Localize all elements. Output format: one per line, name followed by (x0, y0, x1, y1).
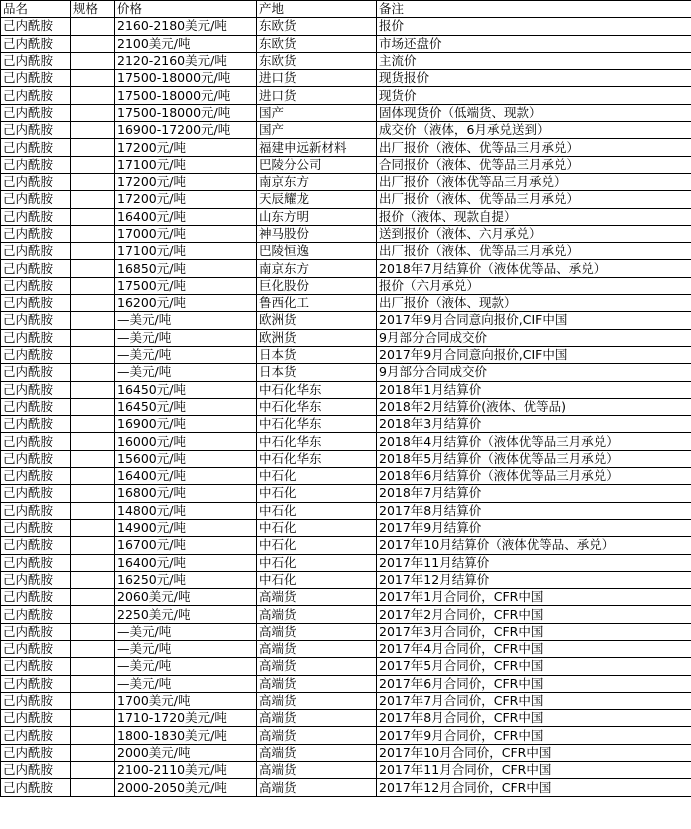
spec-cell (71, 260, 115, 277)
table-row (1, 762, 691, 779)
remarks-cell: 出厂报价（液体、优等品三月承兑） (377, 243, 691, 260)
spec-cell (71, 675, 115, 692)
remarks-cell: 现货价 (377, 87, 691, 104)
origin-cell: 中石化华东 (257, 433, 377, 450)
table-body (1, 18, 691, 796)
table-row (1, 485, 691, 502)
price-cell: 16900-17200元/吨 (115, 122, 257, 139)
product-name-cell: 己内酰胺 (1, 433, 71, 450)
product-name-cell: 己内酰胺 (1, 35, 71, 52)
price-cell: —美元/吨 (115, 623, 257, 640)
remarks-cell: 出厂报价（液体、优等品三月承兑） (377, 191, 691, 208)
product-name-cell: 己内酰胺 (1, 329, 71, 346)
origin-cell: 东欧货 (257, 18, 377, 35)
remarks-cell: 2018年5月结算价（液体优等品三月承兑） (377, 450, 691, 467)
product-name-cell: 己内酰胺 (1, 571, 71, 588)
price-cell: —美元/吨 (115, 329, 257, 346)
spec-cell (71, 554, 115, 571)
spec-cell (71, 433, 115, 450)
price-cell: 17200元/吨 (115, 139, 257, 156)
price-cell: 1710-1720美元/吨 (115, 710, 257, 727)
origin-cell: 巨化股份 (257, 277, 377, 294)
price-cell: 2060美元/吨 (115, 589, 257, 606)
spec-cell (71, 381, 115, 398)
origin-cell: 巴陵分公司 (257, 156, 377, 173)
spec-cell (71, 87, 115, 104)
price-cell: 2100美元/吨 (115, 35, 257, 52)
table-row (1, 18, 691, 35)
price-cell: 17500-18000元/吨 (115, 104, 257, 121)
table-row (1, 329, 691, 346)
price-cell: —美元/吨 (115, 640, 257, 657)
table-row (1, 710, 691, 727)
origin-cell: 高端货 (257, 710, 377, 727)
table-row (1, 35, 691, 52)
origin-cell: 高端货 (257, 623, 377, 640)
price-cell: 16250元/吨 (115, 571, 257, 588)
remarks-cell: 2017年2月合同价，CFR中国 (377, 606, 691, 623)
product-name-cell: 己内酰胺 (1, 156, 71, 173)
spec-cell (71, 398, 115, 415)
remarks-cell: 合同报价（液体、优等品三月承兑） (377, 156, 691, 173)
product-name-cell: 己内酰胺 (1, 450, 71, 467)
remarks-cell: 现货报价 (377, 70, 691, 87)
product-name-cell: 己内酰胺 (1, 381, 71, 398)
price-cell: 16200元/吨 (115, 295, 257, 312)
price-cell: 17100元/吨 (115, 243, 257, 260)
price-cell: —美元/吨 (115, 346, 257, 363)
spec-cell (71, 225, 115, 242)
spec-cell (71, 450, 115, 467)
table-row (1, 744, 691, 761)
remarks-cell: 2018年6月结算价（液体优等品三月承兑） (377, 468, 691, 485)
price-cell: 15600元/吨 (115, 450, 257, 467)
spec-cell (71, 312, 115, 329)
price-cell: 16900元/吨 (115, 416, 257, 433)
price-cell: 2000-2050美元/吨 (115, 779, 257, 796)
spec-cell (71, 416, 115, 433)
header-spec: 规格 (71, 1, 115, 18)
spec-cell (71, 346, 115, 363)
price-cell: 17200元/吨 (115, 191, 257, 208)
spec-cell (71, 70, 115, 87)
table-row (1, 502, 691, 519)
product-name-cell: 己内酰胺 (1, 623, 71, 640)
product-name-cell: 己内酰胺 (1, 295, 71, 312)
remarks-cell: 2017年6月合同价，CFR中国 (377, 675, 691, 692)
remarks-cell: 2017年12月合同价，CFR中国 (377, 779, 691, 796)
table-row (1, 675, 691, 692)
remarks-cell: 送到报价（液体、六月承兑） (377, 225, 691, 242)
product-name-cell: 己内酰胺 (1, 18, 71, 35)
spec-cell (71, 295, 115, 312)
product-name-cell: 己内酰胺 (1, 191, 71, 208)
remarks-cell: 2018年1月结算价 (377, 381, 691, 398)
origin-cell: 中石化 (257, 519, 377, 536)
remarks-cell: 2017年9月合同意向报价,CIF中国 (377, 312, 691, 329)
remarks-cell: 成交价（液体，6月承兑送到） (377, 122, 691, 139)
origin-cell: 中石化 (257, 468, 377, 485)
table-row (1, 537, 691, 554)
spec-cell (71, 18, 115, 35)
product-name-cell: 己内酰胺 (1, 416, 71, 433)
table-row (1, 104, 691, 121)
product-name-cell: 己内酰胺 (1, 502, 71, 519)
origin-cell: 日本货 (257, 346, 377, 363)
table-row (1, 277, 691, 294)
price-cell: 2160-2180美元/吨 (115, 18, 257, 35)
table-row (1, 381, 691, 398)
product-name-cell: 己内酰胺 (1, 658, 71, 675)
origin-cell: 高端货 (257, 727, 377, 744)
origin-cell: 国产 (257, 122, 377, 139)
price-cell: 17500-18000元/吨 (115, 70, 257, 87)
spec-cell (71, 104, 115, 121)
remarks-cell: 2017年10月结算价（液体优等品、承兑） (377, 537, 691, 554)
table-row (1, 243, 691, 260)
remarks-cell: 2018年4月结算价（液体优等品三月承兑） (377, 433, 691, 450)
spec-cell (71, 208, 115, 225)
origin-cell: 南京东方 (257, 173, 377, 190)
product-name-cell: 己内酰胺 (1, 485, 71, 502)
price-cell: —美元/吨 (115, 675, 257, 692)
product-name-cell: 己内酰胺 (1, 364, 71, 381)
table-row (1, 364, 691, 381)
spec-cell (71, 122, 115, 139)
spec-cell (71, 519, 115, 536)
spec-cell (71, 710, 115, 727)
origin-cell: 山东方明 (257, 208, 377, 225)
product-name-cell: 己内酰胺 (1, 260, 71, 277)
remarks-cell: 报价 (377, 18, 691, 35)
remarks-cell: 9月部分合同成交价 (377, 364, 691, 381)
price-cell: 14900元/吨 (115, 519, 257, 536)
spec-cell (71, 191, 115, 208)
spec-cell (71, 502, 115, 519)
origin-cell: 中石化 (257, 571, 377, 588)
price-cell: 17500元/吨 (115, 277, 257, 294)
table-row (1, 156, 691, 173)
table-row (1, 52, 691, 69)
origin-cell: 中石化 (257, 537, 377, 554)
spec-cell (71, 329, 115, 346)
spec-cell (71, 156, 115, 173)
remarks-cell: 2017年11月结算价 (377, 554, 691, 571)
remarks-cell: 2017年7月合同价，CFR中国 (377, 692, 691, 709)
product-name-cell: 己内酰胺 (1, 70, 71, 87)
remarks-cell: 2017年1月合同价，CFR中国 (377, 589, 691, 606)
table-row (1, 589, 691, 606)
price-cell: 17200元/吨 (115, 173, 257, 190)
header-row (1, 1, 691, 18)
spec-cell (71, 364, 115, 381)
spec-cell (71, 571, 115, 588)
table-row (1, 519, 691, 536)
product-name-cell: 己内酰胺 (1, 243, 71, 260)
remarks-cell: 固体现货价（低端货、现款） (377, 104, 691, 121)
spec-cell (71, 468, 115, 485)
price-cell: 16700元/吨 (115, 537, 257, 554)
table-row (1, 139, 691, 156)
origin-cell: 高端货 (257, 658, 377, 675)
price-cell: —美元/吨 (115, 364, 257, 381)
table-row (1, 70, 691, 87)
origin-cell: 天辰耀龙 (257, 191, 377, 208)
price-cell: 16450元/吨 (115, 381, 257, 398)
origin-cell: 高端货 (257, 762, 377, 779)
origin-cell: 欧洲货 (257, 312, 377, 329)
spec-cell (71, 762, 115, 779)
origin-cell: 神马股份 (257, 225, 377, 242)
spec-cell (71, 243, 115, 260)
product-name-cell: 己内酰胺 (1, 398, 71, 415)
remarks-cell: 报价（液体、现款自提） (377, 208, 691, 225)
spec-cell (71, 779, 115, 796)
product-name-cell: 己内酰胺 (1, 208, 71, 225)
remarks-cell: 2017年8月结算价 (377, 502, 691, 519)
table-row (1, 87, 691, 104)
origin-cell: 进口货 (257, 87, 377, 104)
origin-cell: 福建申远新材料 (257, 139, 377, 156)
table-row (1, 692, 691, 709)
price-cell: 16450元/吨 (115, 398, 257, 415)
remarks-cell: 2017年9月结算价 (377, 519, 691, 536)
origin-cell: 中石化 (257, 502, 377, 519)
origin-cell: 巴陵恒逸 (257, 243, 377, 260)
table-row (1, 122, 691, 139)
price-cell: 2000美元/吨 (115, 744, 257, 761)
product-name-cell: 己内酰胺 (1, 104, 71, 121)
product-name-cell: 己内酰胺 (1, 87, 71, 104)
origin-cell: 欧洲货 (257, 329, 377, 346)
table-row (1, 606, 691, 623)
origin-cell: 国产 (257, 104, 377, 121)
spec-cell (71, 589, 115, 606)
product-name-cell: 己内酰胺 (1, 606, 71, 623)
product-name-cell: 己内酰胺 (1, 346, 71, 363)
remarks-cell: 2017年8月合同价，CFR中国 (377, 710, 691, 727)
remarks-cell: 2017年9月合同意向报价,CIF中国 (377, 346, 691, 363)
remarks-cell: 2018年7月结算价（液体优等品、承兑） (377, 260, 691, 277)
price-cell: 17500-18000元/吨 (115, 87, 257, 104)
spec-cell (71, 537, 115, 554)
origin-cell: 东欧货 (257, 35, 377, 52)
remarks-cell: 2017年5月合同价，CFR中国 (377, 658, 691, 675)
product-name-cell: 己内酰胺 (1, 519, 71, 536)
spec-cell (71, 727, 115, 744)
origin-cell: 高端货 (257, 640, 377, 657)
price-cell: 16400元/吨 (115, 554, 257, 571)
price-cell: 17100元/吨 (115, 156, 257, 173)
product-name-cell: 己内酰胺 (1, 779, 71, 796)
origin-cell: 中石化 (257, 554, 377, 571)
product-name-cell: 己内酰胺 (1, 468, 71, 485)
price-cell: 2120-2160美元/吨 (115, 52, 257, 69)
origin-cell: 中石化 (257, 485, 377, 502)
spec-cell (71, 606, 115, 623)
spec-cell (71, 692, 115, 709)
price-cell: —美元/吨 (115, 312, 257, 329)
origin-cell: 高端货 (257, 675, 377, 692)
product-name-cell: 己内酰胺 (1, 537, 71, 554)
header-price: 价格 (115, 1, 257, 18)
remarks-cell: 出厂报价（液体、现款） (377, 295, 691, 312)
remarks-cell: 出厂报价（液体、优等品三月承兑） (377, 139, 691, 156)
table-row (1, 433, 691, 450)
remarks-cell: 市场还盘价 (377, 35, 691, 52)
product-name-cell: 己内酰胺 (1, 675, 71, 692)
product-name-cell: 己内酰胺 (1, 554, 71, 571)
product-name-cell: 己内酰胺 (1, 52, 71, 69)
origin-cell: 鲁西化工 (257, 295, 377, 312)
spec-cell (71, 485, 115, 502)
header-origin: 产地 (257, 1, 377, 18)
header-product-name: 品名 (1, 1, 71, 18)
spec-cell (71, 139, 115, 156)
origin-cell: 南京东方 (257, 260, 377, 277)
remarks-cell: 2017年3月合同价，CFR中国 (377, 623, 691, 640)
origin-cell: 中石化华东 (257, 450, 377, 467)
price-cell: 16400元/吨 (115, 208, 257, 225)
product-name-cell: 己内酰胺 (1, 277, 71, 294)
product-name-cell: 己内酰胺 (1, 173, 71, 190)
table-row (1, 554, 691, 571)
price-cell: 14800元/吨 (115, 502, 257, 519)
table-row (1, 450, 691, 467)
product-name-cell: 己内酰胺 (1, 640, 71, 657)
table-row (1, 623, 691, 640)
price-cell: 2100-2110美元/吨 (115, 762, 257, 779)
spec-cell (71, 623, 115, 640)
table-row (1, 191, 691, 208)
table-row (1, 346, 691, 363)
origin-cell: 东欧货 (257, 52, 377, 69)
product-name-cell: 己内酰胺 (1, 122, 71, 139)
table-row (1, 640, 691, 657)
table-row (1, 416, 691, 433)
product-name-cell: 己内酰胺 (1, 312, 71, 329)
remarks-cell: 2017年10月合同价，CFR中国 (377, 744, 691, 761)
origin-cell: 日本货 (257, 364, 377, 381)
origin-cell: 进口货 (257, 70, 377, 87)
remarks-cell: 报价（六月承兑） (377, 277, 691, 294)
spec-cell (71, 173, 115, 190)
spec-cell (71, 35, 115, 52)
remarks-cell: 2017年12月结算价 (377, 571, 691, 588)
remarks-cell: 2018年3月结算价 (377, 416, 691, 433)
product-name-cell: 己内酰胺 (1, 692, 71, 709)
header-remarks: 备注 (377, 1, 691, 18)
product-name-cell: 己内酰胺 (1, 727, 71, 744)
origin-cell: 高端货 (257, 744, 377, 761)
spec-cell (71, 658, 115, 675)
table-row (1, 727, 691, 744)
table-row (1, 312, 691, 329)
table-row (1, 225, 691, 242)
product-name-cell: 己内酰胺 (1, 710, 71, 727)
origin-cell: 中石化华东 (257, 381, 377, 398)
origin-cell: 高端货 (257, 692, 377, 709)
table-row (1, 295, 691, 312)
spec-cell (71, 640, 115, 657)
spec-cell (71, 744, 115, 761)
spec-cell (71, 277, 115, 294)
remarks-cell: 2018年7月结算价 (377, 485, 691, 502)
remarks-cell: 主流价 (377, 52, 691, 69)
remarks-cell: 出厂报价（液体优等品三月承兑） (377, 173, 691, 190)
table-row (1, 173, 691, 190)
table-row (1, 398, 691, 415)
price-cell: 16400元/吨 (115, 468, 257, 485)
price-cell: 16000元/吨 (115, 433, 257, 450)
price-cell: 17000元/吨 (115, 225, 257, 242)
origin-cell: 中石化华东 (257, 398, 377, 415)
table-row (1, 779, 691, 796)
product-name-cell: 己内酰胺 (1, 762, 71, 779)
product-name-cell: 己内酰胺 (1, 589, 71, 606)
price-cell: 1700美元/吨 (115, 692, 257, 709)
remarks-cell: 2017年11月合同价，CFR中国 (377, 762, 691, 779)
remarks-cell: 2017年9月合同价，CFR中国 (377, 727, 691, 744)
spec-cell (71, 52, 115, 69)
price-cell: 16800元/吨 (115, 485, 257, 502)
origin-cell: 中石化华东 (257, 416, 377, 433)
product-name-cell: 己内酰胺 (1, 744, 71, 761)
table-row (1, 260, 691, 277)
product-name-cell: 己内酰胺 (1, 139, 71, 156)
price-cell: —美元/吨 (115, 658, 257, 675)
product-name-cell: 己内酰胺 (1, 225, 71, 242)
price-cell: 16850元/吨 (115, 260, 257, 277)
table-row (1, 208, 691, 225)
remarks-cell: 9月部分合同成交价 (377, 329, 691, 346)
origin-cell: 高端货 (257, 779, 377, 796)
price-cell: 2250美元/吨 (115, 606, 257, 623)
price-cell: 1800-1830美元/吨 (115, 727, 257, 744)
table-row (1, 468, 691, 485)
origin-cell: 高端货 (257, 606, 377, 623)
remarks-cell: 2017年4月合同价，CFR中国 (377, 640, 691, 657)
remarks-cell: 2018年2月结算价(液体、优等品) (377, 398, 691, 415)
table-row (1, 571, 691, 588)
table-row (1, 658, 691, 675)
origin-cell: 高端货 (257, 589, 377, 606)
